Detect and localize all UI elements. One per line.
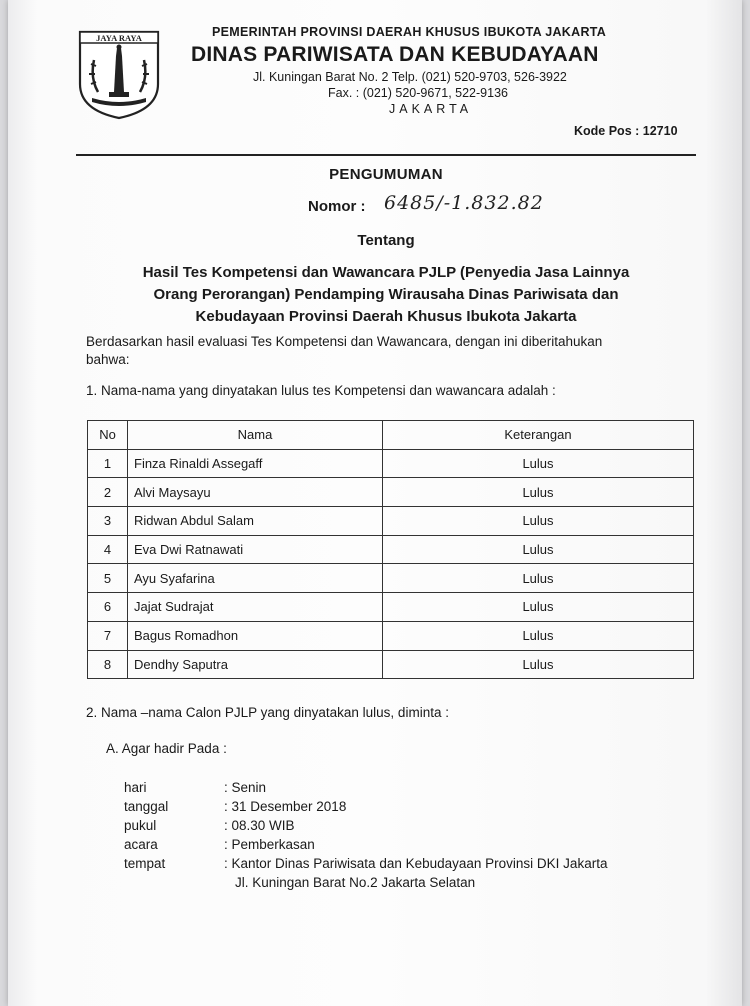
- day-label: hari: [124, 780, 147, 795]
- row-number: 2: [88, 478, 128, 507]
- row-number: 5: [88, 564, 128, 593]
- row-status: Lulus: [383, 535, 694, 564]
- row-name: Bagus Romadhon: [128, 621, 383, 650]
- row-name: Alvi Maysayu: [128, 478, 383, 507]
- letterhead-divider: [76, 154, 696, 156]
- row-status: Lulus: [383, 478, 694, 507]
- event-value: : Pemberkasan: [224, 837, 315, 852]
- row-number: 3: [88, 507, 128, 536]
- row-status: Lulus: [383, 621, 694, 650]
- results-table: [87, 420, 694, 679]
- table-row: [88, 650, 694, 679]
- handwritten-number: 6485/-1.832.82: [384, 192, 544, 214]
- row-name: Ayu Syafarina: [128, 564, 383, 593]
- postal-code: Kode Pos : 12710: [574, 124, 678, 138]
- row-name: Finza Rinaldi Assegaff: [128, 449, 383, 478]
- jakarta-emblem-logo: [76, 26, 162, 120]
- government-heading: PEMERINTAH PROVINSI DAERAH KHUSUS IBUKOTA JAKARTA: [212, 25, 607, 39]
- row-status: Lulus: [383, 507, 694, 536]
- header-status: Keterangan: [383, 421, 694, 450]
- row-name: Eva Dwi Ratnawati: [128, 535, 383, 564]
- table-row: [88, 507, 694, 536]
- number-label: Nomor :: [308, 198, 366, 215]
- document-page: [8, 0, 742, 1006]
- row-number: 8: [88, 650, 128, 679]
- place-value: : Kantor Dinas Pariwisata dan Kebudayaan Provinsi DKI Jakarta: [224, 856, 608, 871]
- subject-heading: [76, 262, 696, 328]
- intro-paragraph: [86, 333, 706, 369]
- table-row: [88, 449, 694, 478]
- svg-text:JAYA RAYA: JAYA RAYA: [96, 33, 142, 43]
- row-status: Lulus: [383, 593, 694, 622]
- point-a-text: A. Agar hadir Pada :: [106, 741, 227, 756]
- subject-line: Hasil Tes Kompetensi dan Wawancara PJLP (Penyedia Jasa Lainnya: [142, 264, 630, 281]
- table-header-row: [88, 421, 694, 450]
- announcement-title: PENGUMUMAN: [329, 166, 443, 183]
- table-row: [88, 564, 694, 593]
- table-row: [88, 593, 694, 622]
- place-label: tempat: [124, 856, 166, 871]
- subject-line: Kebudayaan Provinsi Daerah Khusus Ibukota Jakarta: [195, 308, 577, 325]
- row-status: Lulus: [383, 650, 694, 679]
- row-number: 1: [88, 449, 128, 478]
- day-value: : Senin: [224, 780, 267, 795]
- place-address: Jl. Kuningan Barat No.2 Jakarta Selatan: [235, 875, 476, 890]
- intro-line: Berdasarkan hasil evaluasi Tes Kompetensi dan Wawancara, dengan ini diberitahukan: [86, 334, 603, 349]
- table-row: [88, 535, 694, 564]
- table-row: [88, 478, 694, 507]
- intro-line: bahwa:: [86, 352, 130, 367]
- row-name: Ridwan Abdul Salam: [128, 507, 383, 536]
- row-name: Jajat Sudrajat: [128, 593, 383, 622]
- date-value: : 31 Desember 2018: [224, 799, 347, 814]
- table-row: [88, 621, 694, 650]
- header-no: No: [88, 421, 128, 450]
- point-1-text: 1. Nama-nama yang dinyatakan lulus tes Kompetensi dan wawancara adalah :: [86, 383, 556, 398]
- time-label: pukul: [124, 818, 157, 833]
- row-status: Lulus: [383, 449, 694, 478]
- address-text: Jl. Kuningan Barat No. 2 Telp. (021) 520-9703, 526-3922: [253, 70, 567, 84]
- point-2-text: 2. Nama –nama Calon PJLP yang dinyatakan lulus, diminta :: [86, 705, 449, 720]
- event-label: acara: [124, 837, 158, 852]
- row-number: 6: [88, 593, 128, 622]
- row-status: Lulus: [383, 564, 694, 593]
- agency-heading: DINAS PARIWISATA DAN KEBUDAYAAN: [191, 43, 599, 66]
- header-name: Nama: [128, 421, 383, 450]
- row-number: 7: [88, 621, 128, 650]
- date-label: tanggal: [124, 799, 169, 814]
- time-value: : 08.30 WIB: [224, 818, 295, 833]
- row-name: Dendhy Saputra: [128, 650, 383, 679]
- fax-text: Fax. : (021) 520-9671, 522-9136: [328, 86, 508, 100]
- about-heading: Tentang: [357, 232, 415, 249]
- row-number: 4: [88, 535, 128, 564]
- city-text: JAKARTA: [389, 102, 473, 116]
- subject-line: Orang Perorangan) Pendamping Wirausaha Dinas Pariwisata dan: [153, 286, 619, 303]
